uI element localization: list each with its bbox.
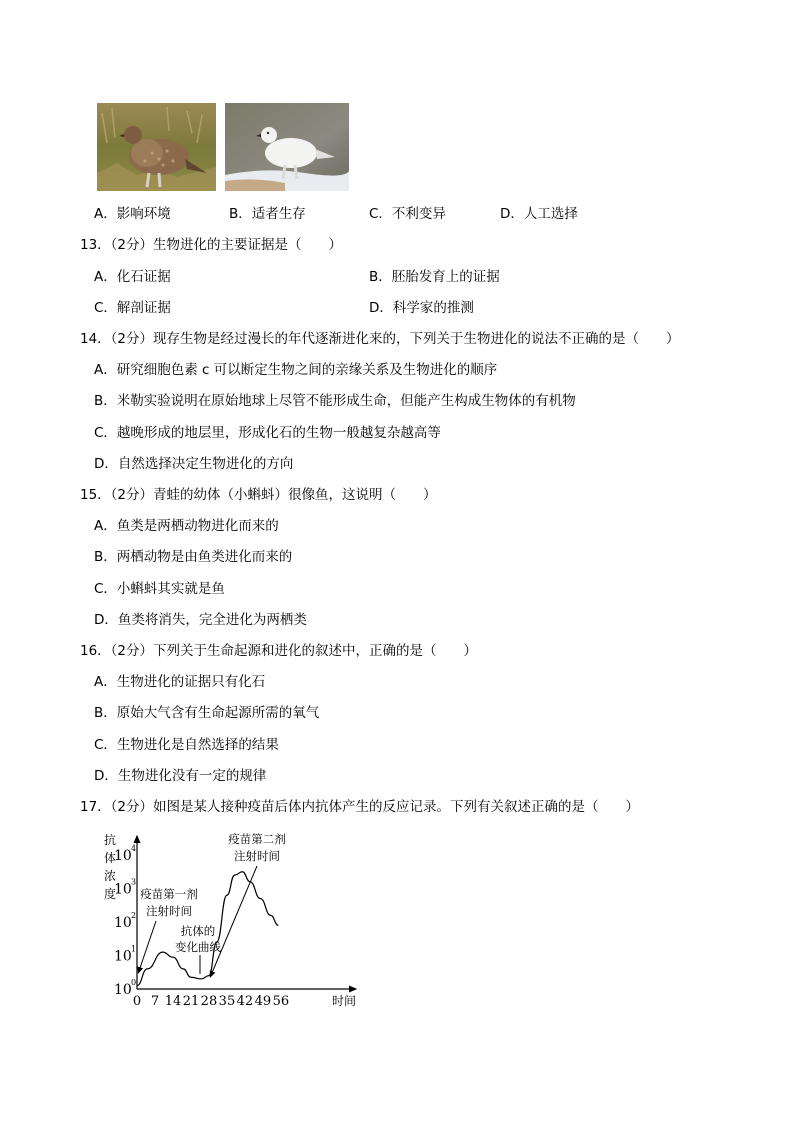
q13-stem: 13．（2分）生物进化的主要证据是（ ） <box>80 237 343 253</box>
y-axis-label-char: 体 <box>104 851 117 865</box>
q15-stem: 15．（2分）青蛙的幼体（小蝌蚪）很像鱼，这说明（ ） <box>80 487 437 503</box>
y-axis-label-char: 抗 <box>104 833 117 847</box>
q13-option-b[interactable]: B．胚胎发育上的证据 <box>369 269 500 285</box>
q17-stem: 17．（2分）如图是某人接种疫苗后体内抗体产生的反应记录。下列有关叙述正确的是（ ） <box>80 799 640 815</box>
y-tick-label: 10 <box>114 982 132 998</box>
y-tick-exponent: 0 <box>131 978 137 987</box>
q12-option-a[interactable]: A．影响环境 <box>94 206 171 222</box>
annotation-second-dose-line1: 疫苗第二剂 <box>228 832 286 846</box>
q16-option-c[interactable]: C．生物进化是自然选择的结果 <box>94 737 279 753</box>
x-tick-label: 28 <box>200 994 218 1009</box>
y-tick-label: 10 <box>114 915 132 931</box>
q16-option-d[interactable]: D．生物进化没有一定的规律 <box>94 768 267 784</box>
y-tick-exponent: 2 <box>131 911 137 920</box>
x-tick-label: 14 <box>164 994 182 1009</box>
q14-stem: 14．（2分）现存生物是经过漫长的年代逐渐进化来的，下列关于生物进化的说法不正确的是（ ） <box>80 331 680 347</box>
q12-option-d[interactable]: D．人工选择 <box>500 206 578 222</box>
y-axis-label-char: 度 <box>104 887 117 901</box>
x-tick-label: 21 <box>182 994 200 1009</box>
y-tick-label: 10 <box>114 881 132 898</box>
x-tick-label: 49 <box>254 994 272 1009</box>
q15-option-c[interactable]: C．小蝌蚪其实就是鱼 <box>94 581 225 597</box>
q16-stem: 16．（2分）下列关于生命起源和进化的叙述中，正确的是（ ） <box>80 643 478 659</box>
annotation-first-dose-arrow <box>138 921 156 973</box>
q15-option-d[interactable]: D．鱼类将消失，完全进化为两栖类 <box>94 612 307 628</box>
q14-option-d[interactable]: D．自然选择决定生物进化的方向 <box>94 456 294 472</box>
q16-option-a[interactable]: A．生物进化的证据只有化石 <box>94 674 266 690</box>
q14-option-c[interactable]: C．越晚形成的地层里，形成化石的生物一般越复杂越高等 <box>94 425 441 441</box>
y-tick-exponent: 3 <box>131 877 137 887</box>
q13-option-d[interactable]: D．科学家的推测 <box>369 300 474 316</box>
y-axis-label-char: 浓 <box>104 869 117 883</box>
annotation-second-dose-arrow <box>210 866 257 977</box>
x-axis-label: 时间 <box>331 994 357 1008</box>
q13-option-c[interactable]: C．解剖证据 <box>94 300 171 316</box>
q12-option-b[interactable]: B．适者生存 <box>229 206 306 222</box>
annotation-curve-line1: 抗体的 <box>180 924 216 938</box>
q14-option-a[interactable]: A．研究细胞色素 c 可以断定生物之间的亲缘关系及生物进化的顺序 <box>94 362 498 378</box>
q16-option-b[interactable]: B．原始大气含有生命起源所需的氧气 <box>94 705 320 721</box>
antibody-chart <box>94 826 374 1016</box>
annotation-first-dose-line2: 注射时间 <box>146 904 192 918</box>
annotation-curve-line2: 变化曲线 <box>175 940 221 954</box>
q14-option-b[interactable]: B．米勒实验说明在原始地球上尽管不能形成生命，但能产生构成生物体的有机物 <box>94 393 576 409</box>
photo-brown-ptarmigan <box>97 103 216 191</box>
q13-option-a[interactable]: A．化石证据 <box>94 269 171 285</box>
q15-option-a[interactable]: A．鱼类是两栖动物进化而来的 <box>94 518 279 534</box>
x-tick-label: 42 <box>236 994 254 1009</box>
y-tick-exponent: 1 <box>131 944 137 954</box>
y-tick-label: 10 <box>114 848 132 864</box>
x-tick-label: 0 <box>132 994 142 1009</box>
x-tick-label: 7 <box>150 994 160 1009</box>
x-tick-label: 56 <box>272 994 290 1009</box>
y-tick-label: 10 <box>114 948 132 965</box>
x-tick-label: 35 <box>218 994 236 1009</box>
q12-option-c[interactable]: C．不利变异 <box>369 206 446 222</box>
annotation-first-dose-line1: 疫苗第一剂 <box>140 887 198 901</box>
y-tick-exponent: 4 <box>131 844 137 853</box>
photo-white-ptarmigan <box>225 103 349 191</box>
annotation-second-dose-line2: 注射时间 <box>234 849 280 863</box>
q15-option-b[interactable]: B．两栖动物是由鱼类进化而来的 <box>94 549 293 565</box>
